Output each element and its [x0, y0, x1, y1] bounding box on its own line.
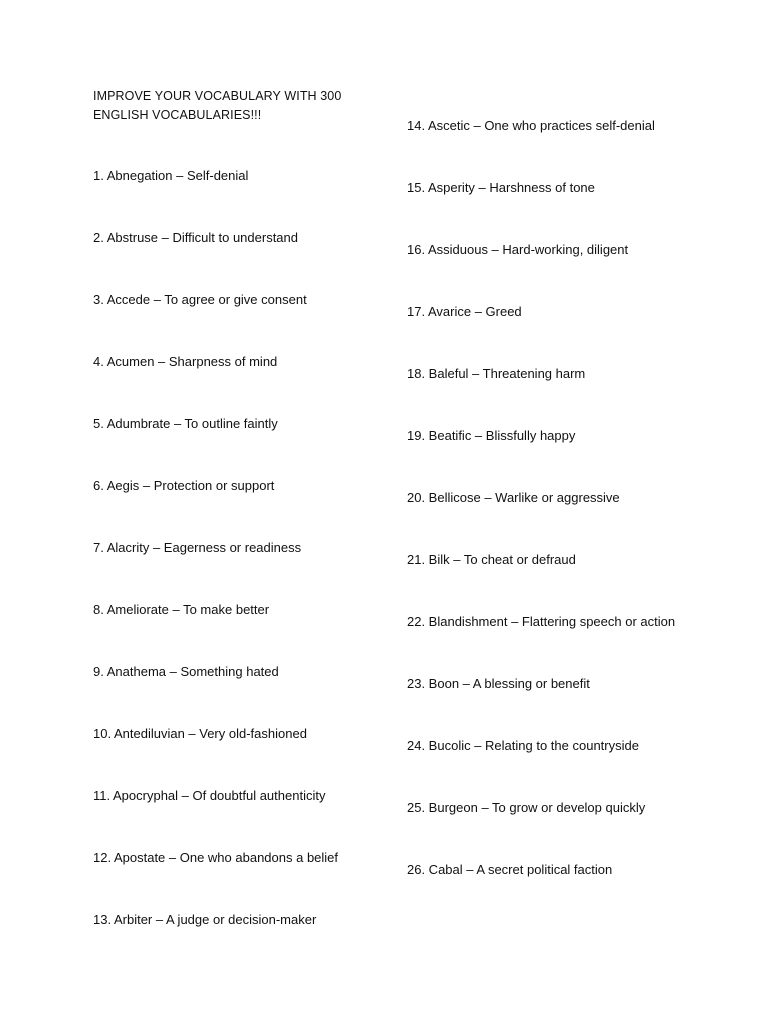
- vocabulary-entry: 22. Blandishment – Flattering speech or action: [407, 614, 676, 629]
- vocabulary-entry: 17. Avarice – Greed: [407, 304, 522, 319]
- vocabulary-entry: 26. Cabal – A secret political faction: [407, 862, 613, 877]
- vocabulary-entry: 15. Asperity – Harshness of tone: [407, 180, 595, 195]
- vocabulary-entry: 8. Ameliorate – To make better: [93, 602, 270, 617]
- vocabulary-entry: 18. Baleful – Threatening harm: [407, 366, 586, 381]
- vocabulary-entry: 14. Ascetic – One who practices self-denial: [407, 118, 655, 133]
- vocabulary-entry: 20. Bellicose – Warlike or aggressive: [407, 490, 620, 505]
- vocabulary-entry: 25. Burgeon – To grow or develop quickly: [407, 800, 646, 815]
- vocabulary-entry: 6. Aegis – Protection or support: [93, 478, 275, 493]
- vocabulary-entry: 12. Apostate – One who abandons a belief: [93, 850, 339, 865]
- vocabulary-entry: 23. Boon – A blessing or benefit: [407, 676, 590, 691]
- vocabulary-entry: 10. Antediluvian – Very old-fashioned: [93, 726, 307, 741]
- vocabulary-entry: 4. Acumen – Sharpness of mind: [93, 354, 278, 369]
- vocabulary-entry: 9. Anathema – Something hated: [93, 664, 279, 679]
- document-title: [93, 87, 363, 125]
- vocabulary-entry: 7. Alacrity – Eagerness or readiness: [93, 540, 302, 555]
- vocabulary-entry: 16. Assiduous – Hard-working, diligent: [407, 242, 629, 257]
- vocabulary-list-right: [407, 117, 747, 923]
- title-line-2: ENGLISH VOCABULARIES!!!: [93, 108, 262, 122]
- vocabulary-entry: 24. Bucolic – Relating to the countryside: [407, 738, 639, 753]
- vocabulary-entry: 21. Bilk – To cheat or defraud: [407, 552, 576, 567]
- vocabulary-entry: 1. Abnegation – Self-denial: [93, 168, 249, 183]
- title-line-1: IMPROVE YOUR VOCABULARY WITH 300: [93, 89, 342, 103]
- vocabulary-entry: 13. Arbiter – A judge or decision-maker: [93, 912, 317, 927]
- vocabulary-entry: 2. Abstruse – Difficult to understand: [93, 230, 298, 245]
- vocabulary-entry: 11. Apocryphal – Of doubtful authenticity: [93, 788, 326, 803]
- vocabulary-entry: 5. Adumbrate – To outline faintly: [93, 416, 278, 431]
- vocabulary-entry: 3. Accede – To agree or give consent: [93, 292, 307, 307]
- vocabulary-entry: 19. Beatific – Blissfully happy: [407, 428, 576, 443]
- vocabulary-list-left: [93, 167, 383, 973]
